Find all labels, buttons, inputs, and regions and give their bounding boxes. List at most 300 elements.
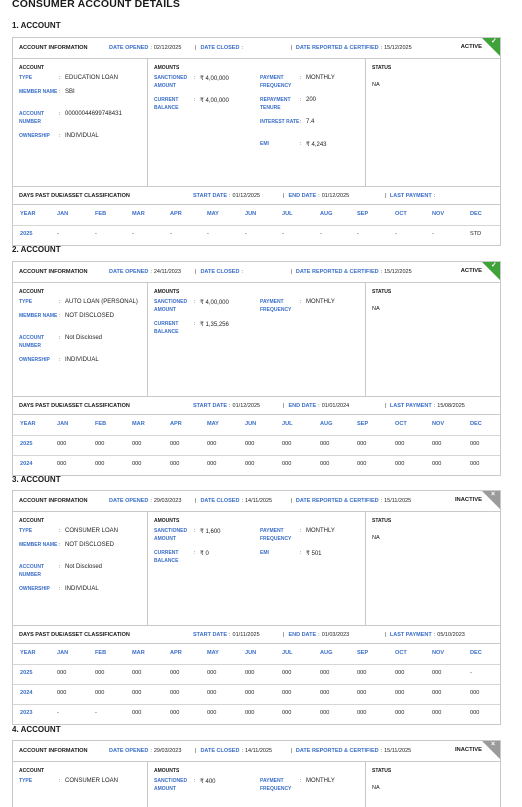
ownership-row (19, 133, 99, 141)
last-payment-field (390, 632, 465, 638)
dpd-month-header: DEC (470, 421, 482, 427)
dpd-year-header: YEAR (20, 421, 36, 427)
member_name-value: SBI (65, 89, 75, 95)
row-divider (13, 664, 500, 665)
colon: : (194, 299, 196, 305)
colon: : (59, 778, 61, 784)
dpd-cell: 000 (470, 461, 480, 467)
status-column (366, 283, 500, 396)
dpd-month-header: FEB (95, 650, 107, 656)
emi-label: EMI (260, 141, 269, 147)
dpd-cell: 000 (320, 710, 330, 716)
account_number-value: Not Disclosed (65, 335, 103, 341)
date-closed-field (200, 269, 288, 275)
account_number-value: Not Disclosed (65, 564, 103, 570)
date-reported-label: DATE REPORTED & CERTIFIED (295, 498, 379, 504)
repayment-tenure-row (260, 97, 316, 112)
date-reported-label: DATE REPORTED & CERTIFIED (295, 269, 379, 275)
colon: : (241, 748, 243, 754)
dpd-cell: 000 (320, 461, 330, 467)
dpd-month-header: APR (170, 650, 182, 656)
account-info-header (13, 741, 500, 762)
status-column (366, 762, 500, 807)
end-date-field (288, 193, 382, 199)
dpd-month-header: JUN (245, 650, 257, 656)
divider: | (290, 45, 292, 51)
amounts-column-title: AMOUNTS (154, 65, 180, 71)
status-value: NA (372, 82, 380, 88)
dpd-cell: 000 (95, 690, 105, 696)
start-date-field (193, 193, 281, 199)
payment-frequency-row (260, 299, 335, 314)
status-column-title: STATUS (372, 518, 392, 524)
dpd-month-header: NOV (432, 650, 445, 656)
date-reported-label: DATE REPORTED & CERTIFIED (295, 45, 379, 51)
dpd-month-header: JUN (245, 421, 257, 427)
dpd-cell: 000 (395, 710, 405, 716)
dpd-cell: 000 (282, 461, 292, 467)
repayment-tenure-label: REPAYMENT TENURE (260, 97, 291, 111)
account-details (13, 283, 500, 397)
date-closed-label: DATE CLOSED (200, 498, 240, 504)
date-opened-label: DATE OPENED (109, 498, 149, 504)
dpd-cell: - (57, 710, 59, 716)
account-info-title: ACCOUNT INFORMATION (19, 498, 88, 504)
colon: : (300, 550, 302, 556)
account-info-title: ACCOUNT INFORMATION (19, 45, 88, 51)
dpd-cell: 000 (432, 710, 442, 716)
account-info-header (13, 491, 500, 512)
interest-rate-row (260, 119, 314, 127)
dpd-cell: 000 (470, 690, 480, 696)
account-card (12, 37, 501, 246)
sanctioned-amount-value: ₹ 1,600 (200, 529, 221, 535)
last-payment-field (390, 403, 465, 409)
member_name-row (19, 313, 114, 321)
dpd-month-header: SEP (357, 211, 369, 217)
page-title: CONSUMER ACCOUNT DETAILS (12, 0, 181, 10)
dpd-cell: 000 (207, 710, 217, 716)
dpd-cell: 000 (245, 690, 255, 696)
dpd-year: 2024 (20, 461, 33, 467)
date-opened-field (109, 498, 193, 504)
colon: : (300, 75, 302, 81)
account-section-title: 4. ACCOUNT (12, 725, 61, 734)
date-closed-field (200, 498, 288, 504)
dpd-month-header: OCT (395, 211, 407, 217)
account-column (13, 59, 148, 186)
colon: : (59, 586, 61, 592)
dpd-cell: 000 (170, 461, 180, 467)
colon: : (433, 631, 436, 638)
account-column (13, 512, 148, 625)
colon: : (59, 528, 61, 534)
ownership-label: OWNERSHIP (19, 357, 50, 363)
type-value: AUTO LOAN (PERSONAL) (65, 299, 138, 305)
payment-frequency-label: PAYMENT FREQUENCY (260, 778, 292, 792)
colon: : (300, 299, 302, 305)
status-column-title: STATUS (372, 768, 392, 774)
dpd-cell: 000 (207, 690, 217, 696)
sanctioned-amount-row (154, 299, 229, 314)
dpd-cell: 000 (95, 441, 105, 447)
dpd-month-header: JAN (57, 211, 69, 217)
dpd-cell: 000 (282, 670, 292, 676)
end-date-value: 01/03/2023 (321, 631, 350, 638)
dpd-month-header: JUL (282, 211, 293, 217)
dpd-month-header: MAY (207, 421, 219, 427)
dpd-cell: 000 (245, 461, 255, 467)
dpd-month-header: JAN (57, 650, 69, 656)
dpd-cell: 000 (132, 441, 142, 447)
dpd-month-header: AUG (320, 650, 333, 656)
dpd-cell: 000 (357, 441, 367, 447)
date-reported-field (296, 498, 411, 504)
dpd-cell: 000 (282, 690, 292, 696)
dpd-title: DAYS PAST DUE/ASSET CLASSIFICATION (19, 402, 130, 409)
type-row (19, 299, 138, 307)
dpd-cell: - (320, 231, 322, 237)
amounts-column-title: AMOUNTS (154, 768, 180, 774)
dpd-cell: 000 (170, 710, 180, 716)
colon: : (194, 97, 196, 103)
dpd-month-header: JAN (57, 421, 69, 427)
colon: : (300, 119, 302, 125)
divider: | (195, 269, 197, 275)
sanctioned-amount-label: SANCTIONED AMOUNT (154, 778, 188, 792)
row-divider (13, 455, 500, 456)
colon: : (194, 75, 196, 81)
account_number-row (19, 335, 102, 350)
start-date-value: 01/12/2025 (232, 402, 261, 409)
colon: : (59, 89, 61, 95)
dpd-cell: 000 (470, 441, 480, 447)
dpd-table (13, 415, 500, 475)
row-divider (13, 225, 500, 226)
end-date-value: 01/01/2024 (321, 402, 350, 409)
colon: : (380, 748, 383, 754)
emi-value: ₹ 501 (306, 551, 322, 557)
colon: : (380, 498, 383, 504)
date-closed-field (200, 748, 288, 754)
colon: : (194, 778, 196, 784)
account-card (12, 490, 501, 725)
date-closed-label: DATE CLOSED (200, 45, 240, 51)
ownership-row (19, 586, 99, 594)
dpd-cell: 000 (395, 461, 405, 467)
dpd-header (13, 187, 500, 205)
colon: : (59, 542, 61, 548)
dpd-month-header: APR (170, 421, 182, 427)
colon: : (241, 498, 243, 504)
dpd-header (13, 626, 500, 644)
interest-rate-value: 7.4 (306, 119, 315, 125)
status-column (366, 59, 500, 186)
sanctioned-amount-value: ₹ 400 (200, 779, 216, 785)
date-opened-label: DATE OPENED (109, 269, 149, 275)
account-column-title: ACCOUNT (19, 65, 44, 71)
dpd-cell: 000 (357, 461, 367, 467)
date-reported-field (296, 748, 411, 754)
date-reported-value: 15/12/2025 (384, 269, 412, 275)
status-column-title: STATUS (372, 65, 392, 71)
current-balance-row (154, 550, 209, 565)
last-payment-label: LAST PAYMENT (389, 631, 432, 638)
member_name-row (19, 542, 114, 550)
amounts-column (148, 283, 366, 396)
end-date-field (288, 403, 382, 409)
date-reported-value: 15/12/2025 (384, 45, 412, 51)
payment-frequency-value: MONTHLY (306, 299, 335, 305)
status-badge: ACTIVE (460, 44, 482, 50)
dpd-cell: 000 (57, 441, 67, 447)
divider: | (195, 45, 197, 51)
colon: : (59, 357, 61, 363)
dpd-cell: 000 (470, 710, 480, 716)
sanctioned-amount-value: ₹ 4,00,000 (200, 76, 229, 82)
account-details (13, 512, 500, 626)
dpd-cell: 000 (357, 710, 367, 716)
dpd-year: 2025 (20, 670, 33, 676)
type-row (19, 75, 118, 83)
check-icon: ✓ (491, 38, 497, 45)
colon: : (59, 564, 61, 570)
colon: : (59, 111, 61, 117)
last-payment-value: 15/08/2025 (437, 402, 465, 409)
dpd-month-header: OCT (395, 650, 407, 656)
dpd-month-header: MAY (207, 650, 219, 656)
colon: : (229, 631, 231, 638)
payment-frequency-label: PAYMENT FREQUENCY (260, 75, 292, 89)
dpd-cell: - (95, 231, 97, 237)
dpd-month-header: MAR (132, 211, 145, 217)
member_name-row (19, 89, 75, 97)
dpd-cell: 000 (432, 690, 442, 696)
dpd-cell: 000 (245, 710, 255, 716)
current-balance-label: CURRENT BALANCE (154, 550, 179, 564)
start-date-label: START DATE (193, 402, 228, 409)
dpd-title: DAYS PAST DUE/ASSET CLASSIFICATION (19, 192, 130, 199)
end-date-label: END DATE (288, 402, 317, 409)
dpd-month-header: NOV (432, 211, 445, 217)
dpd-cell: - (432, 231, 434, 237)
date-opened-label: DATE OPENED (109, 45, 149, 51)
last-payment-value: 05/10/2023 (437, 631, 465, 638)
colon: : (380, 45, 383, 51)
member_name-label: MEMBER NAME (19, 542, 58, 548)
ownership-value: INDIVIDUAL (65, 586, 99, 592)
dpd-cell: 000 (132, 710, 142, 716)
member_name-label: MEMBER NAME (19, 313, 58, 319)
status-badge: INACTIVE (454, 747, 482, 753)
sanctioned-amount-label: SANCTIONED AMOUNT (154, 528, 188, 542)
amounts-column-title: AMOUNTS (154, 518, 180, 524)
account-column (13, 283, 148, 396)
check-icon: ✓ (491, 262, 497, 269)
dpd-month-header: MAY (207, 211, 219, 217)
dpd-cell: 000 (132, 461, 142, 467)
colon: : (150, 748, 152, 754)
account-column-title: ACCOUNT (19, 518, 44, 524)
payment-frequency-label: PAYMENT FREQUENCY (260, 299, 292, 313)
status-value: NA (372, 535, 380, 541)
dpd-month-header: DEC (470, 650, 482, 656)
dpd-month-header: JUN (245, 211, 257, 217)
member_name-label: MEMBER NAME (19, 89, 58, 95)
dpd-year-header: YEAR (20, 211, 36, 217)
sanctioned-amount-label: SANCTIONED AMOUNT (154, 75, 188, 89)
dpd-month-header: FEB (95, 211, 107, 217)
colon: : (380, 269, 383, 275)
interest-rate-label: INTEREST RATE (260, 119, 300, 125)
end-date-label: END DATE (288, 631, 317, 638)
dpd-cell: 000 (95, 461, 105, 467)
dpd-cell: 000 (282, 441, 292, 447)
dpd-cell: 000 (132, 670, 142, 676)
date-opened-field (109, 748, 193, 754)
dpd-year: 2023 (20, 710, 33, 716)
colon: : (318, 631, 320, 638)
dpd-cell: - (282, 231, 284, 237)
colon: : (59, 75, 61, 81)
payment-frequency-value: MONTHLY (306, 75, 335, 81)
current-balance-row (154, 321, 229, 336)
dpd-year: 2025 (20, 231, 33, 237)
payment-frequency-row (260, 75, 335, 90)
divider: | (384, 402, 386, 409)
dpd-cell: - (357, 231, 359, 237)
dpd-cell: - (470, 670, 472, 676)
dpd-cell: - (170, 231, 172, 237)
colon: : (433, 402, 436, 409)
close-icon: × (491, 741, 496, 748)
colon: : (229, 192, 231, 199)
dpd-year: 2024 (20, 690, 33, 696)
colon: : (59, 313, 61, 319)
repayment-tenure-value: 200 (306, 97, 317, 103)
account-info-title: ACCOUNT INFORMATION (19, 748, 88, 754)
account-details (13, 762, 500, 807)
emi-value: ₹ 4,243 (306, 142, 327, 148)
divider: | (195, 498, 197, 504)
current-balance-value: ₹ 0 (200, 551, 209, 557)
payment-frequency-value: MONTHLY (306, 528, 335, 534)
end-date-value: 01/12/2025 (321, 192, 350, 199)
colon: : (300, 528, 302, 534)
dpd-month-header: MAR (132, 650, 145, 656)
dpd-cell: 000 (395, 690, 405, 696)
divider: | (283, 192, 285, 199)
date-reported-value: 15/11/2025 (384, 748, 412, 754)
status-column (366, 512, 500, 625)
date-opened-value: 02/12/2025 (153, 45, 182, 51)
amounts-column (148, 59, 366, 186)
dpd-month-header: JUL (282, 650, 293, 656)
dpd-cell: 000 (432, 670, 442, 676)
date-reported-field (296, 45, 412, 51)
account_number-label: ACCOUNT NUMBER (19, 111, 44, 125)
date-opened-field (109, 45, 193, 51)
date-opened-value: 24/11/2023 (153, 269, 181, 275)
status-corner (482, 741, 500, 759)
type-label: TYPE (19, 75, 33, 81)
dpd-cell: 000 (245, 670, 255, 676)
dpd-cell: 000 (57, 670, 67, 676)
sanctioned-amount-row (154, 75, 229, 90)
colon: : (194, 550, 196, 556)
status-badge: INACTIVE (454, 497, 482, 503)
payment-frequency-label: PAYMENT FREQUENCY (260, 528, 292, 542)
type-value: CONSUMER LOAN (65, 778, 119, 784)
divider: | (384, 631, 386, 638)
amounts-column (148, 512, 366, 625)
amounts-column (148, 762, 366, 807)
date-closed-label: DATE CLOSED (200, 269, 240, 275)
payment-frequency-row (260, 528, 335, 543)
last-payment-field (390, 193, 437, 199)
current-balance-label: CURRENT BALANCE (154, 97, 179, 111)
divider: | (283, 631, 285, 638)
status-corner (482, 38, 500, 56)
type-value: EDUCATION LOAN (65, 75, 118, 81)
dpd-month-header: AUG (320, 211, 333, 217)
ownership-value: INDIVIDUAL (65, 133, 99, 139)
divider: | (290, 269, 292, 275)
dpd-cell: STD (470, 231, 482, 237)
status-corner (482, 491, 500, 509)
type-value: CONSUMER LOAN (65, 528, 119, 534)
payment-frequency-row (260, 778, 335, 793)
type-label: TYPE (19, 528, 33, 534)
divider: | (384, 192, 386, 199)
start-date-label: START DATE (193, 192, 228, 199)
dpd-month-header: MAR (132, 421, 145, 427)
sanctioned-amount-label: SANCTIONED AMOUNT (154, 299, 188, 313)
divider: | (283, 402, 285, 409)
dpd-cell: 000 (432, 441, 442, 447)
dpd-cell: 000 (245, 441, 255, 447)
dpd-cell: 000 (57, 690, 67, 696)
colon: : (300, 778, 302, 784)
dpd-cell: 000 (357, 670, 367, 676)
account-section-title: 2. ACCOUNT (12, 245, 61, 254)
row-divider (13, 435, 500, 436)
status-value: NA (372, 306, 380, 312)
ownership-value: INDIVIDUAL (65, 357, 99, 363)
emi-row (260, 550, 322, 558)
dpd-table (13, 644, 500, 724)
dpd-cell: 000 (395, 670, 405, 676)
dpd-cell: 000 (132, 690, 142, 696)
sanctioned-amount-row (154, 528, 221, 543)
end-date-label: END DATE (288, 192, 317, 199)
dpd-cell: 000 (57, 461, 67, 467)
sanctioned-amount-value: ₹ 4,00,000 (200, 300, 229, 306)
dpd-month-header: FEB (95, 421, 107, 427)
account-info-title: ACCOUNT INFORMATION (19, 269, 88, 275)
dpd-table (13, 205, 500, 245)
account-column (13, 762, 148, 807)
account_number-label: ACCOUNT NUMBER (19, 564, 44, 578)
colon: : (59, 335, 61, 341)
dpd-cell: - (95, 710, 97, 716)
start-date-value: 01/12/2025 (232, 192, 261, 199)
dpd-cell: 000 (170, 670, 180, 676)
status-badge: ACTIVE (460, 268, 482, 274)
colon: : (59, 133, 61, 139)
date-reported-value: 15/11/2025 (384, 498, 412, 504)
account-info-header (13, 38, 500, 59)
